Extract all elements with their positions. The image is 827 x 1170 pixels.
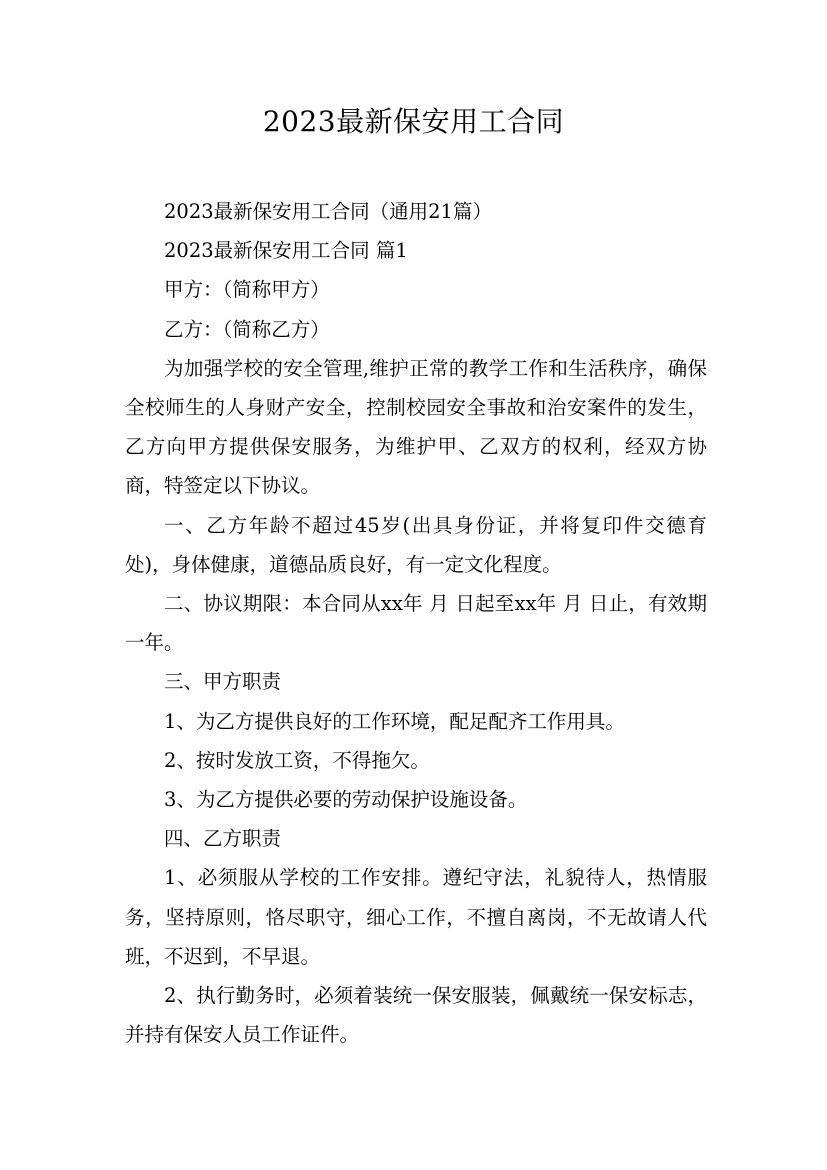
doc-subtitle: 2023最新保安用工合同（通用21篇） xyxy=(164,200,492,223)
clause-2: 二、协议期限：本合同从xx年 月 日起至xx年 月 日止，有效期一年。 xyxy=(125,592,707,655)
party-a-duty-3: 3、为乙方提供必要的劳动保护设施设备。 xyxy=(164,788,528,812)
clause-4-heading: 四、乙方职责 xyxy=(164,827,282,851)
clause-1: 一、乙方年龄不超过45岁(出具身份证，并将复印件交德育处)，身体健康，道德品质良好，有一定文化程度。 xyxy=(125,513,707,576)
section-heading: 2023最新保安用工合同 篇1 xyxy=(164,239,408,263)
intro-paragraph: 为加强学校的安全管理,维护正常的教学工作和生活秩序，确保全校师生的人身财产安全，控制校园安全事故和治安案件的发生，乙方向甲方提供保安服务，为维护甲、乙双方的权利，经双方协商，特签定以下协议。 xyxy=(125,356,707,498)
party-b-duty-2: 2、执行勤务时，必须着装统一保安服装，佩戴统一保安标志，并持有保安人员工作证件。 xyxy=(125,984,707,1047)
clause-3-heading: 三、甲方职责 xyxy=(164,670,282,694)
party-b-duty-1: 1、必须服从学校的工作安排。遵纪守法，礼貌待人，热情服务，坚持原则，恪尽职守，细心工作，不擅自离岗，不无故请人代班，不迟到，不早退。 xyxy=(125,866,707,968)
party-a-duty-1: 1、为乙方提供良好的工作环境，配足配齐工作用具。 xyxy=(164,709,625,733)
document-title: 2023最新保安用工合同 xyxy=(262,105,565,138)
party-a-line: 甲方：（简称甲方） xyxy=(164,278,330,302)
party-a-duty-2: 2、按时发放工资，不得拖欠。 xyxy=(164,748,430,772)
document-body xyxy=(125,192,707,1054)
party-b-line: 乙方：（简称乙方） xyxy=(164,317,330,341)
